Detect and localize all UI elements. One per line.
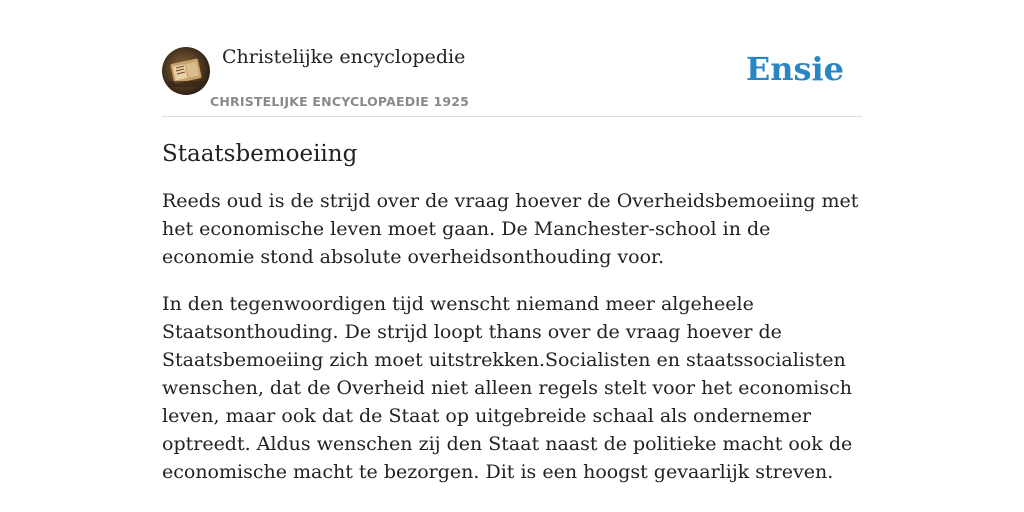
site-subtitle: CHRISTELIJKE ENCYCLOPAEDIE 1925 (210, 94, 470, 109)
article-paragraph-1: Reeds oud is de strijd over de vraag hoever de Overheidsbemoeiing met het economische leven moet gaan. De Manchester-school in de economie stond absolute overheidsonthouding voor. (162, 190, 859, 268)
site-title[interactable]: Christelijke encyclopedie (222, 46, 466, 68)
book-photo-graphic (162, 47, 210, 95)
site-header (162, 44, 862, 117)
book-photo-icon[interactable] (162, 47, 210, 95)
article-paragraph-2: In den tegenwoordigen tijd wenscht niemand meer algeheele Staatsonthouding. De strijd loopt thans over de vraag hoever de Staatsbemoeiing zich moet uitstrekken.Socialisten en staatssocialisten wenschen, dat de Overheid niet alleen regels stelt voor het economisch leven, maar ook dat de Staat op uitgebreide schaal als ondernemer optreedt. Aldus wenschen zij den Staat naast de politieke macht ook de economische macht te bezorgen. Dit is een hoogst gevaarlijk streven. (162, 293, 853, 483)
article-title: Staatsbemoeiing (162, 141, 358, 167)
article (162, 138, 862, 486)
brand-logo[interactable]: Ensie (745, 50, 844, 88)
